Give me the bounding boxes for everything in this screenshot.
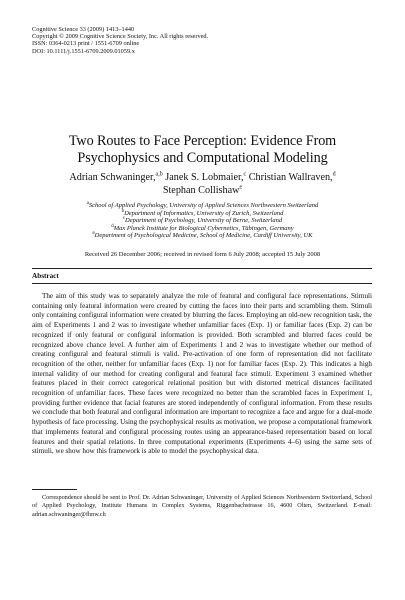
affiliation-item: $^d$Max Planck Institute for Biological Cybernetics, Tübingen, Germany xyxy=(111,223,294,232)
title-line: Psychophysics and Computational Modeling xyxy=(77,150,328,166)
received-dates: Received 26 December 2006; received in revised form 6 July 2008; accepted 15 July 2008 xyxy=(84,251,321,258)
footnote-divider xyxy=(32,489,77,490)
issn-line: ISSN: 0364-0213 print / 1551-6709 online xyxy=(32,40,140,48)
journal-header xyxy=(32,26,208,55)
divider xyxy=(32,283,372,284)
divider xyxy=(32,268,372,269)
affiliation-item: $^a$School of Applied Psychology, University of Applied Sciences Northwestern Switzerland xyxy=(86,200,319,209)
correspondence-footnote: Correspondence should be sent to Prof. Dr. Adrian Schwaninger, University of Applied Sciences Northwestern Switzerland, School of Applied Psychology, Institute Humans in Complex Systems, Riggenbachstrasse 16, 4600 Olten, Switzerland. E-mail: adrian.schwaninger@fhnw.ch xyxy=(32,494,372,518)
copyright-line: Copyright © 2009 Cognitive Science Society, Inc. All rights reserved. xyxy=(32,33,209,41)
author-name: Stephan Collishaw xyxy=(162,184,240,196)
author-affiliation-marker: d xyxy=(332,171,336,178)
author-list xyxy=(20,172,385,197)
doi-line: DOI: 10.1111/j.1551-6709.2009.01059.x xyxy=(32,47,135,55)
author-affiliation-marker: a,b xyxy=(155,171,163,178)
author-affiliation-marker: e xyxy=(239,184,243,191)
author-affiliation-marker: c xyxy=(243,171,247,178)
affiliation-item: $^b$Department of Informatics, University of Zurich, Switzerland xyxy=(121,208,284,217)
affiliation-item: $^e$Department of Psychological Medicine, School of Medicine, Cardiff University, UK xyxy=(92,231,313,240)
article-title xyxy=(20,133,385,167)
title-line: Two Routes to Face Perception: Evidence From xyxy=(68,133,337,149)
author-name: Janek S. Lobmaier, xyxy=(165,172,244,183)
affiliation-list xyxy=(20,202,385,240)
author-name: Adrian Schwaninger, xyxy=(69,172,156,183)
abstract-heading: Abstract xyxy=(32,272,59,280)
affiliation-item: $^c$Department of Psychology, University of Berne, Switzerland xyxy=(122,216,283,225)
abstract-text: The aim of this study was to separately analyze the role of featural and configural face representations. Stimuli containing only featural information were created by cutting the faces into their parts and scrambling them. Stimuli only containing configural information were created by blurring the faces. Employing an old-new recognition task, the aim of Experiments 1 and 2 was to investigate whether unfamiliar faces (Exp. 1) or familiar faces (Exp. 2) can be recognized if only featural or configural information is provided. Both scrambled and blurred faces could be recognized above chance level. A further aim of Experiments 1 and 2 was to investigate whether our method of creating configural and featural stimuli is valid. Pre-activation of one form of representation did not facilitate recognition of the other, neither for unfamiliar faces (Exp. 1) nor for familiar faces (Exp. 2). This indicates a high internal validity of our method for creating configural and featural face stimuli. Experiment 3 examined whether features placed in their correct categorical relational position but with distorted metrical distances facilitated recognition of unfamiliar faces. These faces were recognized no better than the scrambled faces in Experiment 1, providing further evidence that facial features are stored independently of configural information. From these results we conclude that both featural and configural information are important to recognize a face and argue for a dual-mode hypothesis of face processing. Using the psychophysical results as motivation, we propose a computational framework that implements featural and configural processing routes using an appearance-based representation based on local features and their spatial relations. In three computational experiments (Experiments 4–6) using the same sets of stimuli, we show how this framework is able to model the psychophysical data. xyxy=(32,292,372,456)
author-name: Christian Wallraven, xyxy=(248,172,333,183)
journal-citation: Cognitive Science 33 (2009) 1413–1440 xyxy=(32,26,135,33)
